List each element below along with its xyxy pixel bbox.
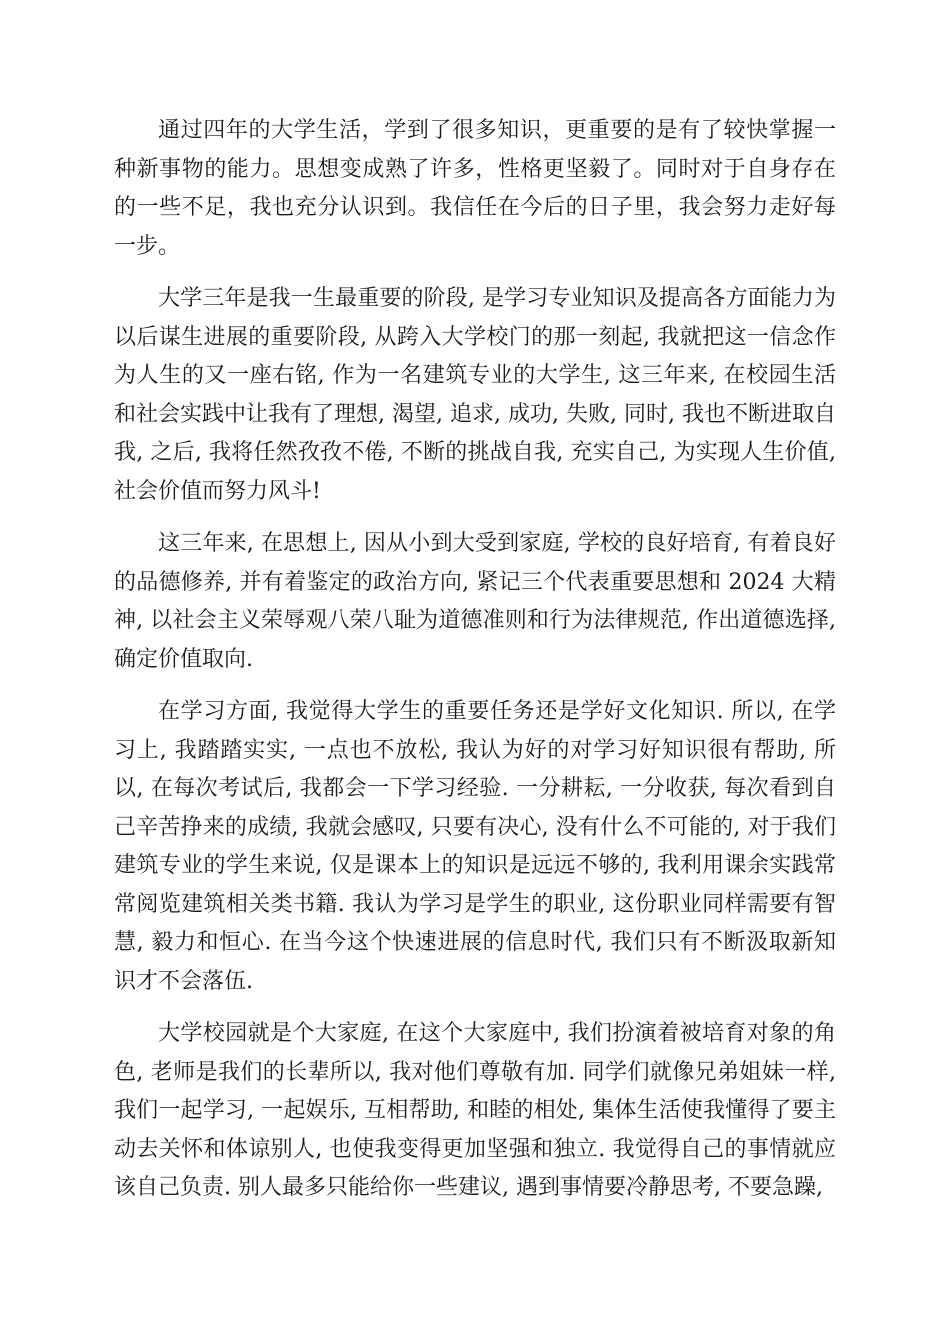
paragraph-3: 这三年来, 在思想上, 因从小到大受到家庭, 学校的良好培育, 有着良好的品德修养, 并有着鉴定的政治方向, 紧记三个代表重要思想和 2024 大精神, 以社会主义荣辱观八荣八耻为道德准则和行为法律规范, 作出道德选择, 确定价值取向. [114,531,836,672]
paragraph-5: 大学校园就是个大家庭, 在这个大家庭中, 我们扮演着被培育对象的角色, 老师是我们的长辈所以, 我对他们尊敬有加. 同学们就像兄弟姐妹一样, 我们一起学习, 一起娱乐, 互相帮助, 和睦的相处, 集体生活使我懂得了要主动去关怀和体谅别人, 也使我变得更加坚强和独立. 我觉得自己的事情就应该自己负责. 别人最多只能给你一些建议, 遇到事情要冷静思考, 不要急躁, [114,1021,836,1200]
paragraph-4: 在学习方面, 我觉得大学生的重要任务还是学好文化知识. 所以, 在学习上, 我踏踏实实, 一点也不放松, 我认为好的对学习好知识很有帮助, 所以, 在每次考试后, 我都会一下学习经验. 一分耕耘, 一分收获, 每次看到自己辛苦挣来的成绩, 我就会感叹, 只要有决心, 没有什么不可能的, 对于我们建筑专业的学生来说, 仅是课本上的知识是远远不够的, 我利用课余实践常常阅览建筑相关类书籍. 我认为学习是学生的职业, 这份职业同样需要有智慧, 毅力和恒心. 在当今这个快速进展的信息时代, 我们只有不断汲取新知识才不会落伍. [114,699,836,994]
paragraph-2: 大学三年是我一生最重要的阶段, 是学习专业知识及提高各方面能力为以后谋生进展的重要阶段, 从跨入大学校门的那一刻起, 我就把这一信念作为人生的又一座右铭, 作为一名建筑专业的大学生, 这三年来, 在校园生活和社会实践中让我有了理想, 渴望, 追求, 成功, 失败, 同时, 我也不断进取自我, 之后, 我将任然孜孜不倦, 不断的挑战自我, 充实自己, 为实现人生价值, 社会价值而努力风斗! [114,286,836,504]
document-page [114,112,836,1222]
paragraph-1: 通过四年的大学生活，学到了很多知识，更重要的是有了较快掌握一种新事物的能力。思想变成熟了许多，性格更坚毅了。同时对于自身存在的一些不足，我也充分认识到。我信任在今后的日子里，我会努力走好每一步。 [114,118,836,259]
